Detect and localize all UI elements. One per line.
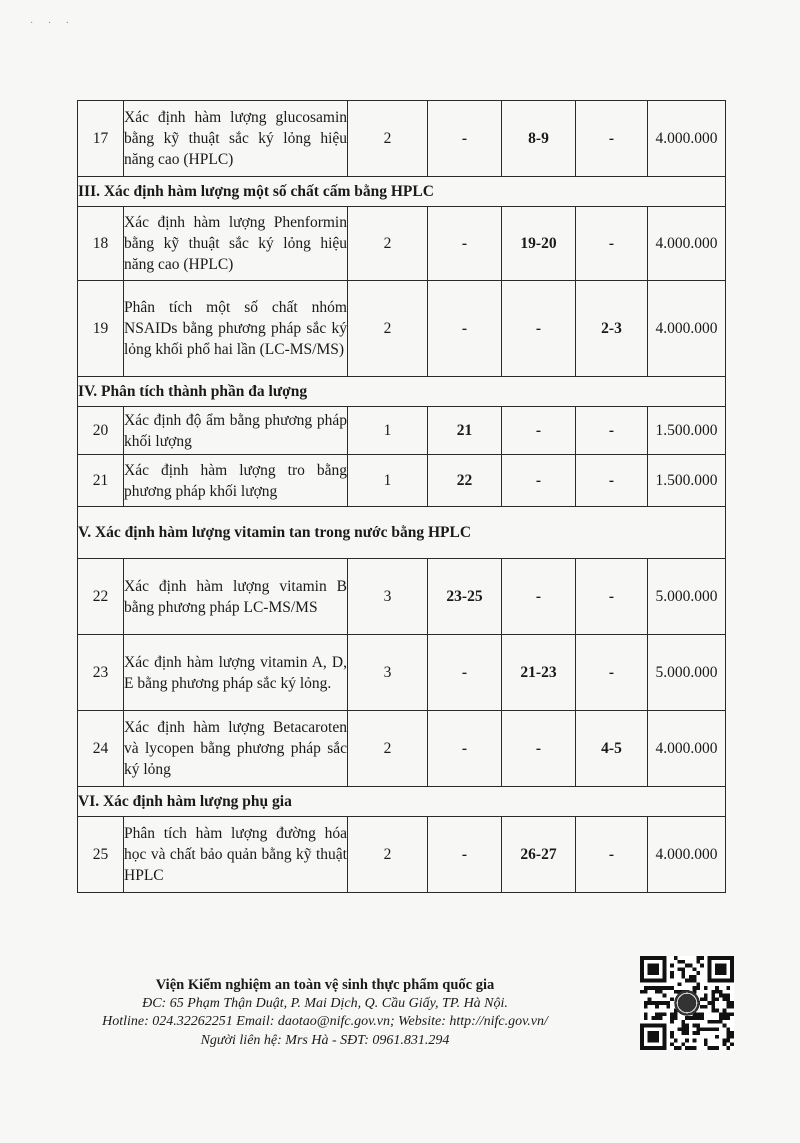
row-count: 2 xyxy=(348,207,428,281)
row-col-b: 23-25 xyxy=(428,559,502,635)
section-title: III. Xác định hàm lượng một số chất cấm bằng HPLC xyxy=(78,177,726,207)
row-col-d: - xyxy=(576,207,648,281)
row-number: 19 xyxy=(78,281,124,377)
footer-contact: Hotline: 024.32262251 Email: daotao@nifc.gov.vn; Website: http://nifc.gov.vn/ xyxy=(102,1014,548,1029)
row-number: 24 xyxy=(78,711,124,787)
qr-code-icon xyxy=(640,956,734,1050)
table-row xyxy=(78,711,726,787)
row-count: 3 xyxy=(348,559,428,635)
row-col-d: - xyxy=(576,559,648,635)
row-col-c: 19-20 xyxy=(502,207,576,281)
row-number: 18 xyxy=(78,207,124,281)
row-col-c: - xyxy=(502,281,576,377)
row-col-b: - xyxy=(428,101,502,177)
footer-address: ĐC: 65 Phạm Thận Duật, P. Mai Dịch, Q. Cầu Giấy, TP. Hà Nội. xyxy=(142,995,508,1011)
row-price: 1.500.000 xyxy=(648,407,726,455)
row-col-d: - xyxy=(576,407,648,455)
row-count: 2 xyxy=(348,711,428,787)
table-row xyxy=(78,559,726,635)
footer xyxy=(60,976,590,1050)
row-col-c: - xyxy=(502,407,576,455)
row-col-d: - xyxy=(576,455,648,507)
section-header-row xyxy=(78,787,726,817)
table-row xyxy=(78,635,726,711)
row-description: Xác định hàm lượng vitamin B bằng phương pháp LC-MS/MS xyxy=(124,559,348,635)
row-price: 5.000.000 xyxy=(648,635,726,711)
row-number: 23 xyxy=(78,635,124,711)
row-count: 2 xyxy=(348,817,428,893)
table-row xyxy=(78,407,726,455)
section-title: IV. Phân tích thành phần đa lượng xyxy=(78,377,726,407)
row-col-d: 2-3 xyxy=(576,281,648,377)
section-title: V. Xác định hàm lượng vitamin tan trong nước bằng HPLC xyxy=(78,507,726,559)
row-description: Xác định hàm lượng Betacaroten và lycopen bằng phương pháp sắc ký lỏng xyxy=(124,711,348,787)
table-row xyxy=(78,455,726,507)
row-price: 4.000.000 xyxy=(648,101,726,177)
row-description: Xác định hàm lượng vitamin A, D, E bằng phương pháp sắc ký lỏng. xyxy=(124,635,348,711)
row-description: Xác định độ ẩm bằng phương pháp khối lượng xyxy=(124,407,348,455)
table-row xyxy=(78,207,726,281)
row-col-c: 21-23 xyxy=(502,635,576,711)
row-description: Xác định hàm lượng Phenformin bằng kỹ thuật sắc ký lỏng hiệu năng cao (HPLC) xyxy=(124,207,348,281)
row-col-c: 26-27 xyxy=(502,817,576,893)
row-price: 5.000.000 xyxy=(648,559,726,635)
table-row xyxy=(78,817,726,893)
row-count: 1 xyxy=(348,407,428,455)
row-col-c: - xyxy=(502,711,576,787)
row-count: 1 xyxy=(348,455,428,507)
row-col-b: - xyxy=(428,207,502,281)
row-price: 4.000.000 xyxy=(648,207,726,281)
row-number: 20 xyxy=(78,407,124,455)
price-table-body xyxy=(78,101,726,893)
row-col-d: 4-5 xyxy=(576,711,648,787)
row-price: 4.000.000 xyxy=(648,711,726,787)
row-description: Xác định hàm lượng glucosamin bằng kỹ thuật sắc ký lỏng hiệu năng cao (HPLC) xyxy=(124,101,348,177)
row-count: 2 xyxy=(348,281,428,377)
row-col-b: - xyxy=(428,711,502,787)
section-header-row xyxy=(78,507,726,559)
row-number: 22 xyxy=(78,559,124,635)
price-table xyxy=(77,100,726,893)
row-col-b: - xyxy=(428,635,502,711)
row-description: Phân tích một số chất nhóm NSAIDs bằng phương pháp sắc ký lỏng khối phổ hai lần (LC-MS/MS) xyxy=(124,281,348,377)
row-col-c: - xyxy=(502,455,576,507)
row-col-b: - xyxy=(428,817,502,893)
row-price: 1.500.000 xyxy=(648,455,726,507)
row-number: 25 xyxy=(78,817,124,893)
section-title: VI. Xác định hàm lượng phụ gia xyxy=(78,787,726,817)
footer-organization: Viện Kiểm nghiệm an toàn vệ sinh thực phẩm quốc gia xyxy=(155,977,495,993)
row-col-d: - xyxy=(576,635,648,711)
row-col-b: 21 xyxy=(428,407,502,455)
section-header-row xyxy=(78,177,726,207)
row-description: Xác định hàm lượng tro bằng phương pháp khối lượng xyxy=(124,455,348,507)
row-col-d: - xyxy=(576,101,648,177)
section-header-row xyxy=(78,377,726,407)
footer-person: Người liên hệ: Mrs Hà - SĐT: 0961.831.294 xyxy=(200,1032,450,1048)
row-description: Phân tích hàm lượng đường hóa học và chất bảo quản bằng kỹ thuật HPLC xyxy=(124,817,348,893)
row-col-b: 22 xyxy=(428,455,502,507)
row-count: 2 xyxy=(348,101,428,177)
row-col-d: - xyxy=(576,817,648,893)
row-col-c: - xyxy=(502,559,576,635)
row-col-c: 8-9 xyxy=(502,101,576,177)
scan-marks: · · · xyxy=(30,18,75,29)
row-col-b: - xyxy=(428,281,502,377)
row-number: 17 xyxy=(78,101,124,177)
table-row xyxy=(78,101,726,177)
row-number: 21 xyxy=(78,455,124,507)
row-count: 3 xyxy=(348,635,428,711)
table-row xyxy=(78,281,726,377)
row-price: 4.000.000 xyxy=(648,817,726,893)
row-price: 4.000.000 xyxy=(648,281,726,377)
